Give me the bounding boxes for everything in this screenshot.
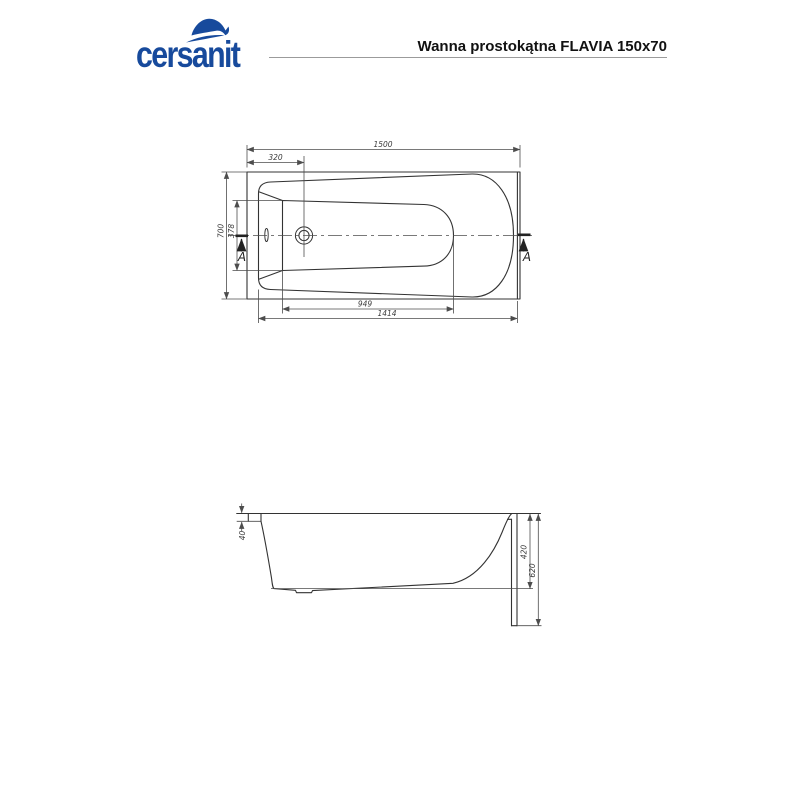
extension-lines-side-view <box>271 589 542 626</box>
dim-height-620 <box>528 514 538 626</box>
dim-40-label: 40 <box>238 530 247 541</box>
dim-inner-length-1414 <box>259 309 518 319</box>
dim-620-label: 620 <box>528 563 537 578</box>
dim-drain-offset-320 <box>247 153 304 163</box>
section-label-left: A <box>237 250 247 264</box>
overflow-icon <box>265 228 268 241</box>
logo-wordmark: cersanit <box>136 34 240 75</box>
section-label-right: A <box>522 250 532 264</box>
dim-1414-label: 1414 <box>377 309 397 318</box>
dim-width-700 <box>217 172 227 299</box>
page-title: Wanna prostokątna FLAVIA 150x70 <box>417 38 667 55</box>
dim-378-label: 378 <box>227 223 236 239</box>
dim-length-1500 <box>247 140 520 150</box>
dim-bottom-length-949 <box>283 300 454 310</box>
top-view <box>217 140 533 323</box>
dim-1500-label: 1500 <box>373 140 393 149</box>
dim-320-label: 320 <box>268 153 283 162</box>
dim-949-label: 949 <box>357 299 373 309</box>
side-view <box>237 504 542 626</box>
dim-420-label: 420 <box>519 544 529 560</box>
chamfer-bottom-left <box>260 271 283 280</box>
apron-panel <box>508 514 518 626</box>
bowl-profile <box>261 514 512 593</box>
chamfer-top-left <box>260 192 283 201</box>
dim-700-label: 700 <box>216 223 226 239</box>
dim-rim-40 <box>238 504 247 541</box>
rim-lip <box>248 514 261 522</box>
